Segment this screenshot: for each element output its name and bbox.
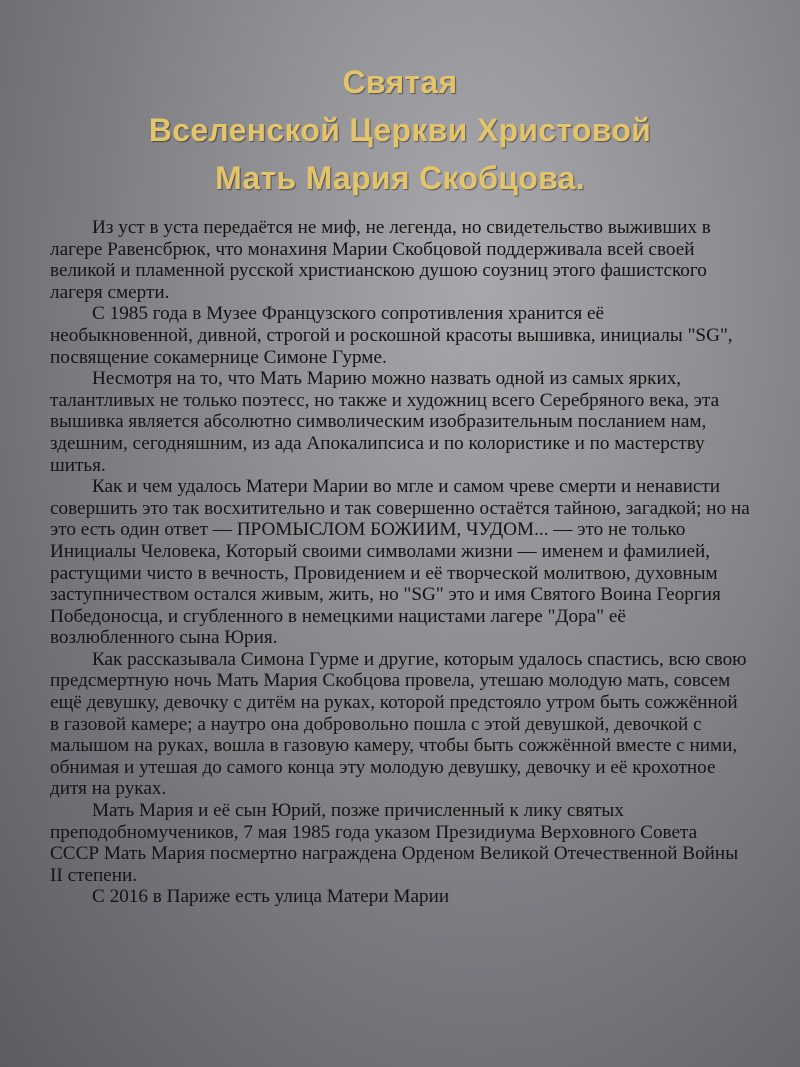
slide-title — [40, 58, 760, 202]
title-line-2: Вселенской Церкви Христовой — [148, 112, 652, 148]
paragraph-3: Несмотря на то, что Мать Марию можно назвать одной из самых ярких, талантливых не только поэтесс, но также и художниц всего Серебряного века, эта вышивка является абсолютно символическим изобразительным посланием нам, здешним, сегодняшним, из ада Апокалипсиса и по колористике и по мастерству шитья. — [50, 368, 720, 476]
paragraph-2: С 1985 года в Музее Французского сопротивления хранится её необыкновенной, дивной, строгой и роскошной красоты вышивка, инициалы "SG", посвящение сокамернице Симоне Гурме. — [50, 303, 733, 368]
paragraph-1: Из уст в уста передаётся не миф, не легенда, но свидетельство выживших в лагере Равенсбрюк, что монахиня Марии Скобцовой поддерживала всей своей великой и пламенной русской христианскою душою соузниц этого фашистского лагеря смерти. — [50, 217, 711, 303]
title-line-1: Святая — [342, 64, 458, 100]
paragraph-7: С 2016 в Париже есть улица Матери Марии — [92, 886, 450, 908]
title-line-3: Мать Мария Скобцова. — [215, 160, 585, 196]
paragraph-6: Мать Мария и её сын Юрий, позже причисленный к лику святых преподобномучеников, 7 мая 1985 года указом Президиума Верховного Совета СССР Мать Мария посмертно награждена Орденом Великой Отечественной Войны II степени. — [50, 800, 739, 886]
body-text — [50, 217, 750, 908]
paragraph-5: Как рассказывала Симона Гурме и другие, которым удалось спастись, всю свою предсмертную ночь Мать Мария Скобцова провела, утешаю молодую мать, совсем ещё девушку, девочку с дитём на руках, которой предстояло утром быть сожжённой в газовой камере; а наутро она добровольно пошла с этой девушкой, девочкой с малышом на руках, вошла в газовую камеру, чтобы быть сожжённой вместе с ними, обнимая и утешая до самого конца эту молодую девушку, девочку и её крохотное дитя на руках. — [50, 648, 747, 800]
paragraph-4: Как и чем удалось Матери Марии во мгле и самом чреве смерти и ненависти совершить это так восхитительно и так совершенно остаётся тайною, загадкой; но на это есть один ответ — ПРОМЫСЛОМ БОЖИИМ, ЧУДОМ... — это не только Инициалы Человека, Который своими символами жизни — именем и фамилией, растущими чисто в вечность, Провидением и её творческой молитвою, духовным заступничеством остался живым, жить, но "SG" это и имя Святого Воина Георгия Победоносца, и сгубленного в немецкими нацистами лагере "Дора" её возлюбленного сына Юрия. — [50, 476, 750, 649]
